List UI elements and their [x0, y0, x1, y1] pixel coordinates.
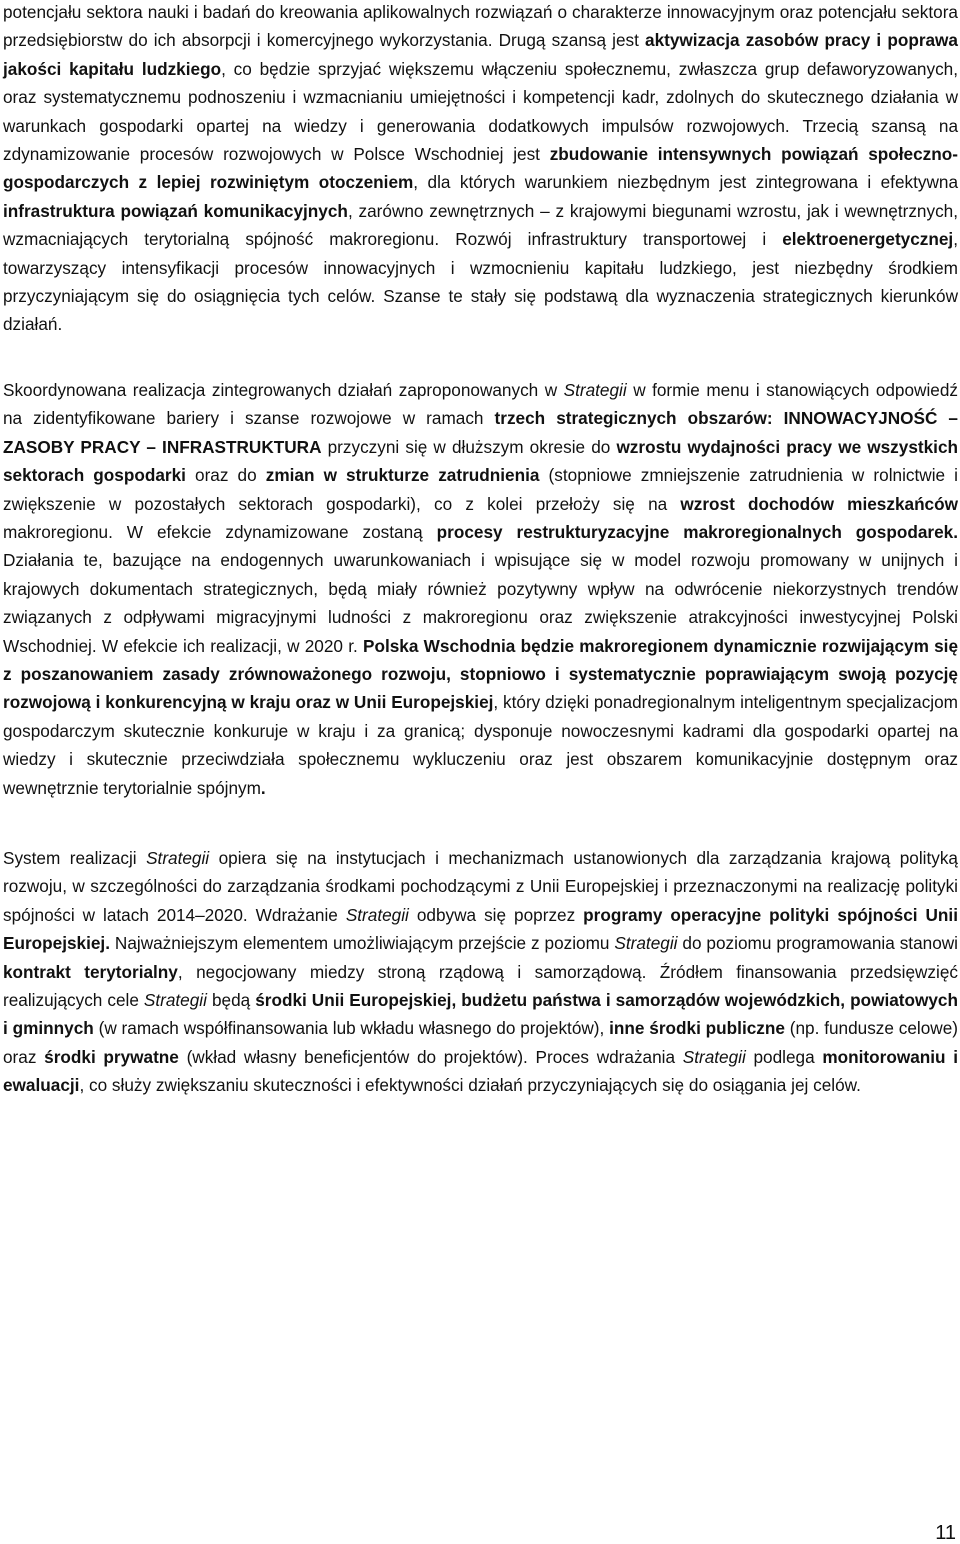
text-run: potencjału sektora nauki i badań do kreowania aplikowalnych rozwiązań o charakterze innowacyjnym oraz potencjału sektora przedsiębiorstw do ich absorpcji i komercyjnego wykorzystania. Drugą szansą jest: [3, 2, 958, 51]
text-run: przyczyni się w dłuższym okresie do: [321, 436, 617, 457]
bold-text-run: Polska Wschodnia będzie makroregionem dynamicznie rozwijającym się z poszanowaniem zasady zrównoważonego rozwoju, stopniowo i systematycznie poprawiającym swoją pozycję rozwojową i konkurencyjną w kraju oraz w Unii Europejskiej: [3, 635, 959, 713]
text-run: Działania te, bazujące na endogennych uwarunkowaniach i wpisujące się w model rozwoju promowany w unijnych i krajowych dokumentach strategicznych, będą miały również pozytywny wpływ na odwrócenie niekorzystnych trendów związanych z odpływami migracyjnymi ludności z makroregionu oraz zwiększenie atrakcyjności inwestycyjnej Polski Wschodniej. W efekcie ich realizacji, w 2020 r.: [3, 550, 958, 656]
body-paragraph-strategic-areas: [3, 376, 958, 802]
bold-text-run: infrastruktura powiązań komunikacyjnych: [3, 200, 348, 221]
text-run: Najważniejszym elementem umożliwiającym przejście z poziomu: [110, 933, 615, 954]
text-run: makroregionu. W efekcie zdynamizowane zostaną: [3, 522, 437, 543]
bold-text-run: zmian w strukturze zatrudnienia: [265, 465, 540, 486]
text-run: Skoordynowana realizacja zintegrowanych działań zaproponowanych w: [3, 380, 564, 400]
bold-text-run: .: [260, 777, 266, 798]
text-run: , co będzie sprzyjać większemu włączeniu społecznemu, zwłaszcza grup defaworyzowanych, oraz systematycznemu podnoszeniu i wzmacnianiu umiejętności i kompetencji kadr, zdolnych do skutecznego działania w warunkach gospodarki opartej na wiedzy i generowania dodatkowych impulsów rozwojowych. Trzecią szansą na zdynamizowanie procesów rozwojowych w Polsce Wschodniej jest: [3, 58, 958, 165]
bold-text-run: środki prywatne: [44, 1046, 179, 1067]
bold-text-run: programy operacyjne polityki spójności Unii Europejskiej.: [3, 904, 958, 954]
bold-text-run: środki Unii Europejskiej, budżetu państwa i samorządów wojewódzkich, powiatowych i gminnych: [3, 990, 958, 1039]
italic-text-run: Strategii: [563, 380, 627, 400]
bold-text-run: wzrost dochodów mieszkańców: [680, 493, 958, 514]
bold-text-run: zbudowanie intensywnych powiązań społeczno-gospodarczych z lepiej rozwiniętym otoczeniem: [3, 144, 958, 193]
bold-text-run: procesy restrukturyzacyjne makroregionalnych gospodarek.: [436, 522, 958, 543]
text-run: opiera się na instytucjach i mechanizmach ustanowionych dla zarządzania krajową polityką rozwoju, w szczególności do zarządzania środkami pochodzącymi z Unii Europejskiej i przeznaczonymi na realizację polityki spójności w latach 2014–2020. Wdrażanie: [3, 848, 958, 925]
text-run: odbywa się poprzez: [408, 904, 584, 925]
bold-text-run: trzech strategicznych obszarów: INNOWACYJNOŚĆ – ZASOBY PRACY – INFRASTRUKTURA: [3, 408, 958, 457]
text-run: , zarówno zewnętrznych – z krajowymi biegunami wzrostu, jak i wewnętrznych, wzmacniających terytorialną spójność makroregionu. Rozwój infrastruktury transportowej i: [3, 200, 959, 250]
text-run: System realizacji: [3, 848, 147, 868]
text-run: , dla których warunkiem niezbędnym jest zintegrowana i efektywna: [413, 172, 958, 193]
text-run: , który dzięki ponadregionalnym inteligentnym specjalizacjom gospodarczym skutecznie konkuruje w kraju i za granicą; dysponuje nowoczesnymi kadrami dla gospodarki opartej na wiedzy i skutecznie przeciwdziała społecznemu wykluczeniu oraz jest obszarem komunikacyjnie dostępnym oraz wewnętrznie terytorialnie spójnym: [3, 692, 958, 798]
text-run: (stopniowe zmniejszenie zatrudnienia w rolnictwie i zwiększenie w pozostałych sektorach gospodarki), co z kolei przełoży się na: [3, 465, 958, 514]
text-run: (w ramach współfinansowania lub wkładu własnego do projektów),: [93, 1018, 610, 1039]
page-number: 11: [935, 1522, 956, 1544]
italic-text-run: Strategii: [146, 848, 210, 868]
body-paragraph-opportunities: [3, 0, 958, 339]
bold-text-run: inne środki publiczne: [609, 1018, 785, 1039]
text-run: (wkład własny beneficjentów do projektów). Proces wdrażania: [178, 1046, 683, 1067]
italic-text-run: Strategii: [682, 1046, 746, 1067]
text-run: będą: [206, 990, 256, 1011]
text-run: oraz do: [185, 465, 266, 486]
text-run: w formie menu i stanowiących odpowiedź na zidentyfikowane bariery i szanse rozwojowe w ramach: [3, 380, 958, 429]
italic-text-run: Strategii: [614, 933, 678, 954]
text-run: (np. fundusze celowe) oraz: [3, 1018, 958, 1067]
bold-text-run: wzrostu wydajności pracy we wszystkich sektorach gospodarki: [3, 436, 959, 486]
italic-text-run: Strategii: [143, 990, 207, 1011]
body-paragraph-implementation-system: [3, 844, 958, 1100]
text-run: , co służy zwiększaniu skuteczności i efektywności działań przyczyniających się do osiągania jej celów.: [79, 1075, 861, 1096]
text-run: , negocjowany miedzy stroną rządową i samorządową. Źródłem finansowania przedsięwzięć realizujących cele: [3, 961, 958, 1011]
text-run: , towarzyszący intensyfikacji procesów innowacyjnych i wzmocnieniu kapitału ludzkiego, jest niezbędny środkiem przyczyniającym się do osiągnięcia tych celów. Szanse te stały się podstawą dla wyznaczenia strategicznych kierunków działań.: [3, 229, 958, 335]
text-run: do poziomu programowania stanowi: [677, 933, 958, 954]
bold-text-run: elektroenergetycznej: [782, 229, 954, 250]
text-run: podlega: [745, 1046, 823, 1067]
bold-text-run: monitorowaniu i ewaluacji: [3, 1046, 958, 1096]
bold-text-run: kontrakt terytorialny: [3, 961, 178, 982]
italic-text-run: Strategii: [345, 904, 409, 925]
bold-text-run: aktywizacja zasobów pracy i poprawa jakości kapitału ludzkiego: [3, 30, 958, 79]
